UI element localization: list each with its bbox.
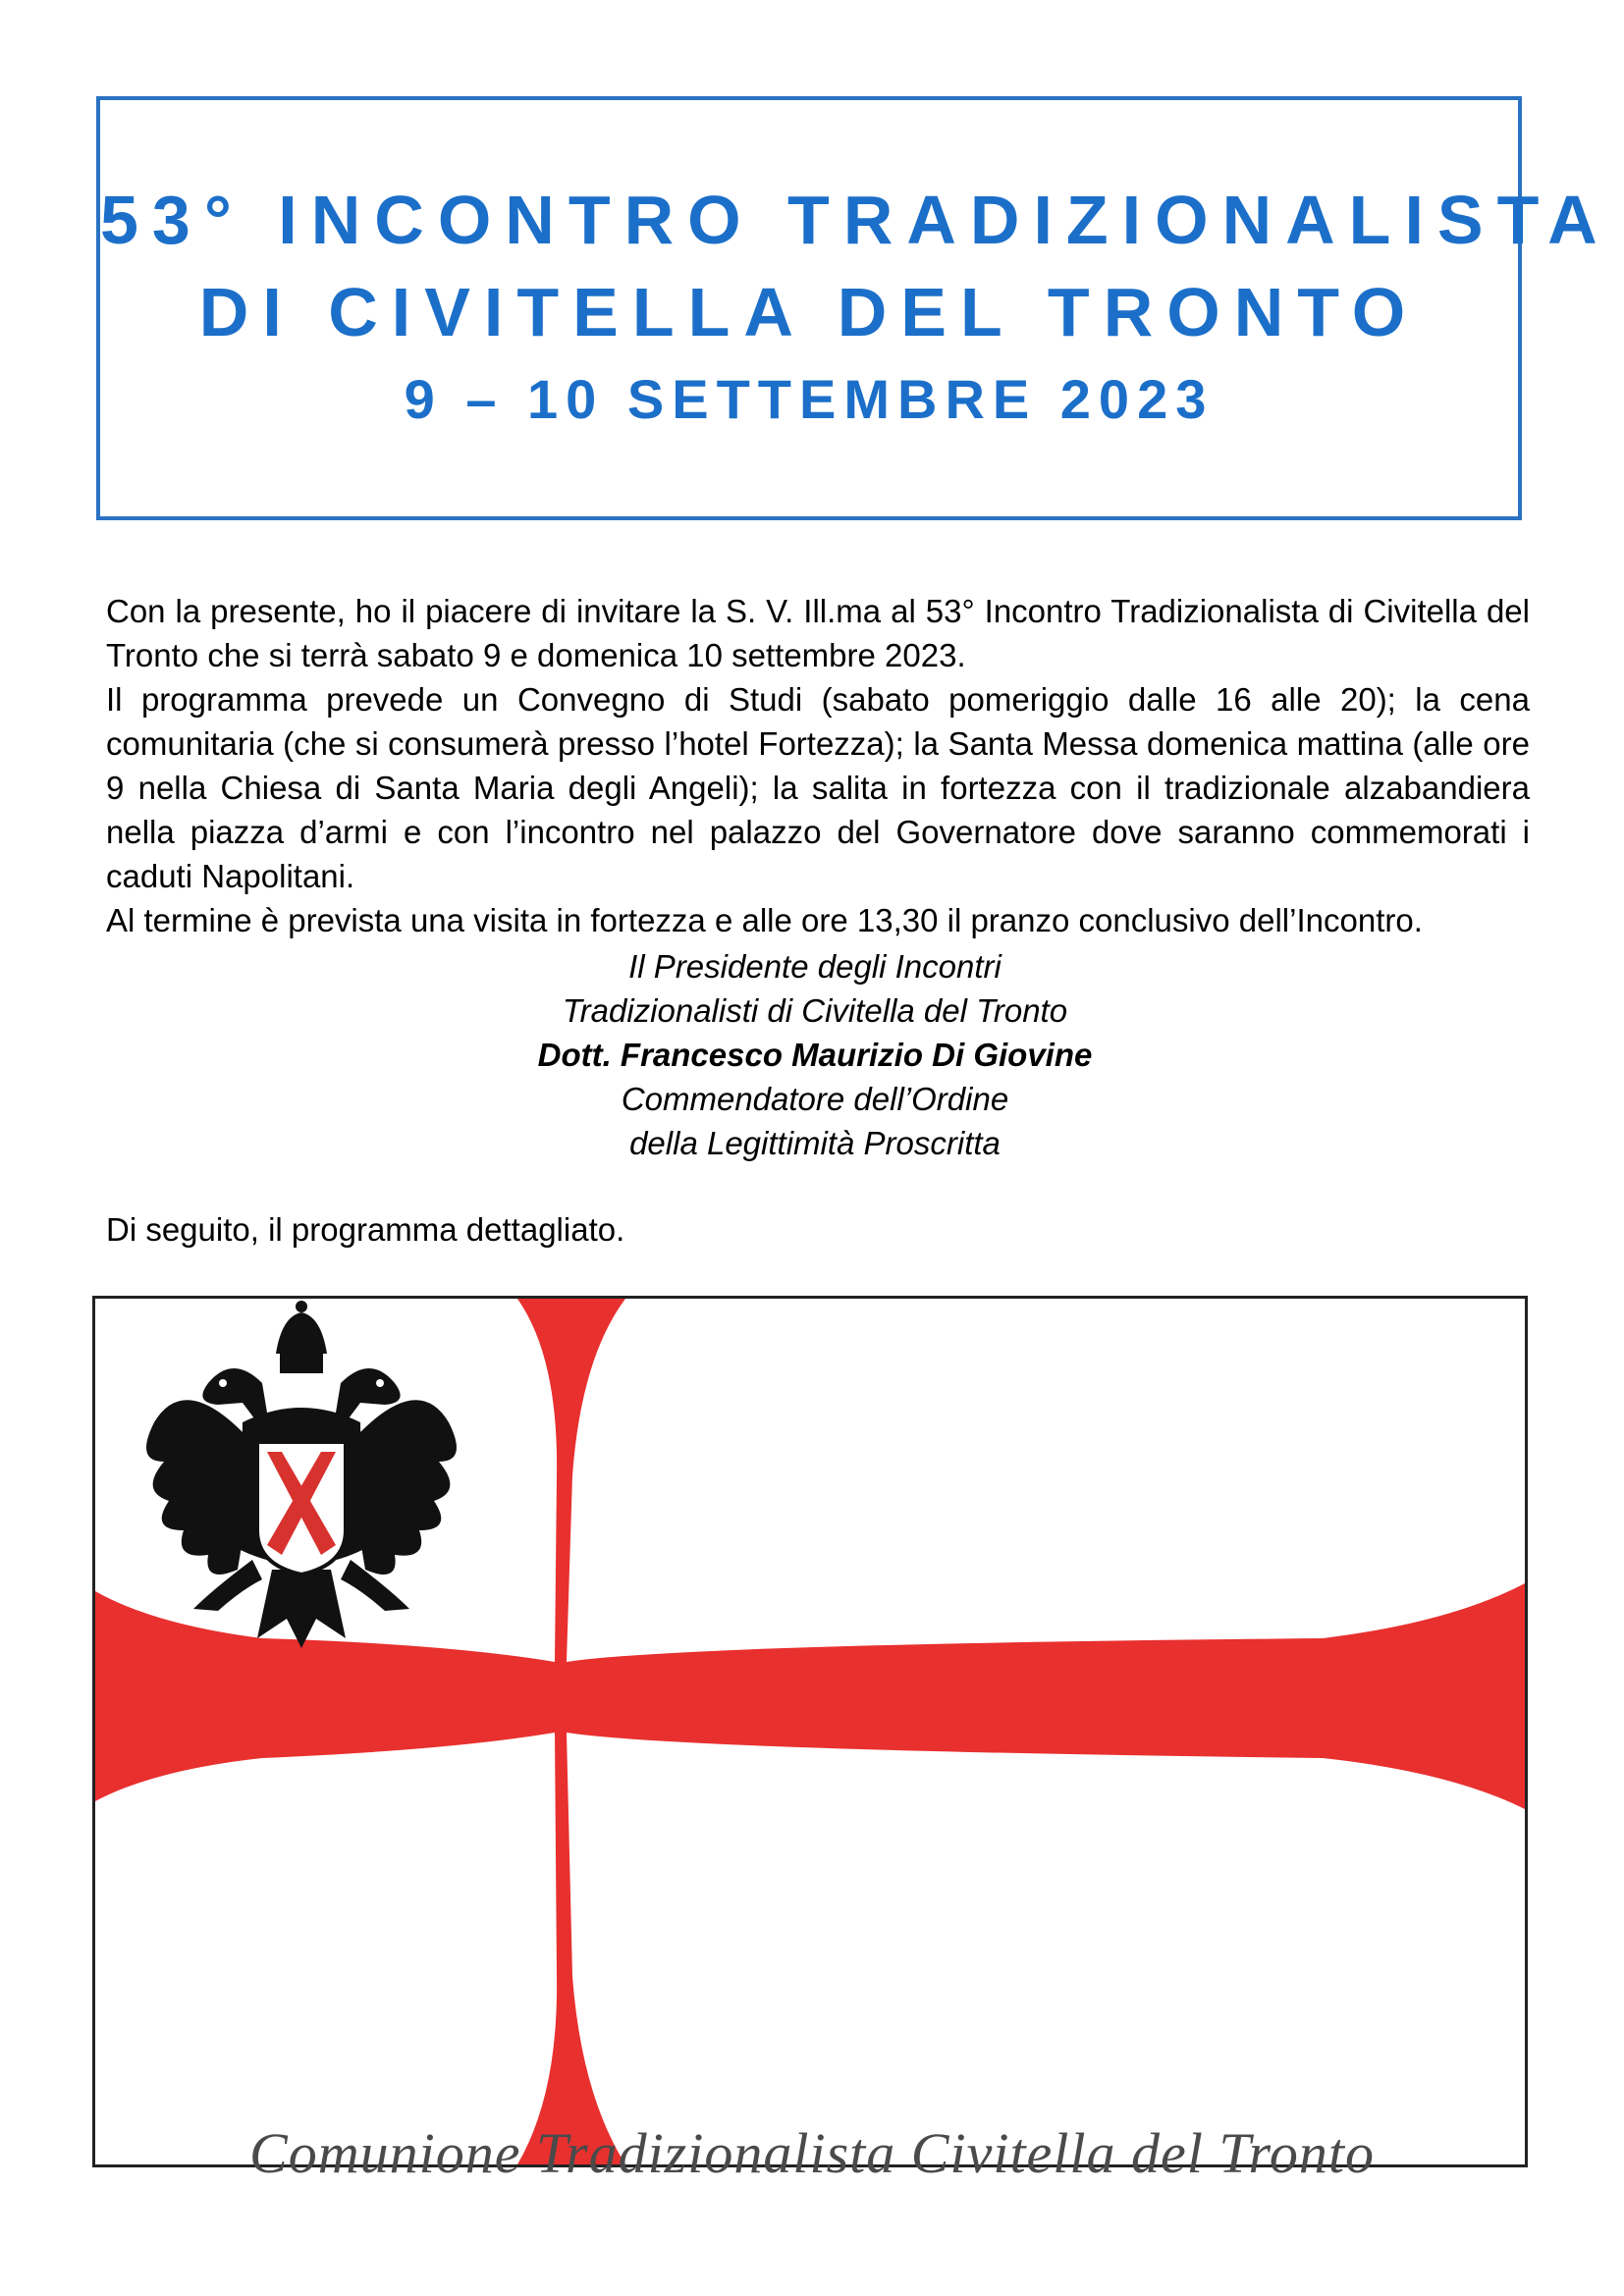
flag-graphic [95, 1299, 1525, 2164]
closing-line: Di seguito, il programma dettagliato. [106, 1211, 625, 1248]
event-title-line-1: 53° INCONTRO TRADIZIONALISTA [100, 182, 1611, 258]
signature-role-line-2: Tradizionalisti di Civitella del Tronto [562, 992, 1068, 1029]
signature-title-line-2: della Legittimità Proscritta [629, 1125, 1001, 1161]
signature-name: Dott. Francesco Maurizio Di Giovine [537, 1037, 1093, 1073]
flag-caption: Comunione Tradizionalista Civitella del Tronto [249, 2121, 1375, 2185]
event-title-line-2: DI CIVITELLA DEL TRONTO [198, 274, 1420, 350]
event-date: 9 – 10 SETTEMBRE 2023 [404, 368, 1215, 430]
signature-block [442, 944, 1188, 1165]
paragraph-program: Il programma prevede un Convegno di Studi (sabato pomeriggio dalle 16 alle 20); la cena comunitaria (che si consumerà presso l’hotel Fortezza); la Santa Messa domenica mattina (alle ore 9 nella Chiesa di Santa Maria degli Angeli); la salita in fortezza con il tradizionale alzabandiera nella piazza d’armi e con l’incontro nel palazzo del Governatore dove saranno commemorati i caduti Napolitani. [106, 681, 1530, 894]
title-box [96, 96, 1611, 520]
invitation-text [106, 589, 1530, 942]
signature-role-line-1: Il Presidente degli Incontri [628, 948, 1001, 985]
signature-title-line-1: Commendatore dell’Ordine [621, 1081, 1009, 1117]
flag-image [92, 1296, 1528, 2167]
paragraph-conclusion: Al termine è prevista una visita in fortezza e alle ore 13,30 il pranzo conclusivo dell’Incontro. [106, 902, 1423, 938]
paragraph-invitation: Con la presente, ho il piacere di invitare la S. V. Ill.ma al 53° Incontro Tradizionalista di Civitella del Tronto che si terrà sabato 9 e domenica 10 settembre 2023. [106, 593, 1530, 673]
double-headed-eagle-crest-icon [146, 1301, 457, 1648]
